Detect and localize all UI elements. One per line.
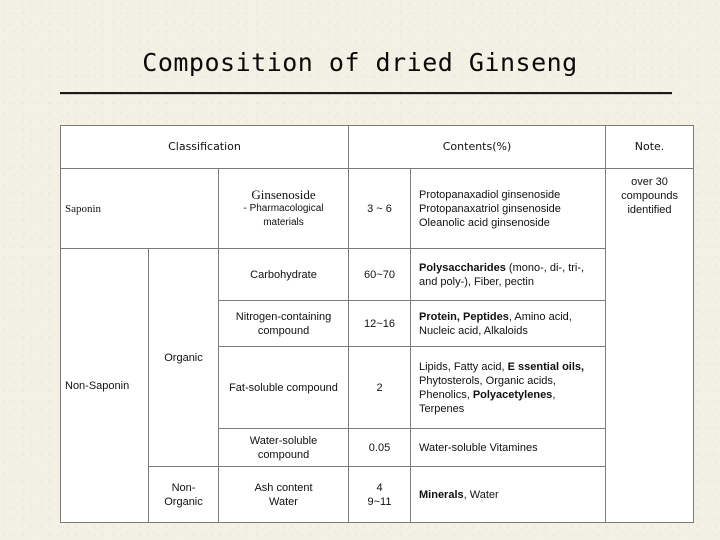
percent-nitrogen: 12~16 <box>349 301 411 347</box>
contents-fat-soluble <box>411 347 606 429</box>
note-cell: over 30 compounds identified <box>606 169 694 523</box>
slide-title: Composition of dried Ginseng <box>142 48 578 77</box>
non-saponin-label: Non-Saponin <box>61 249 149 523</box>
header-note: Note. <box>606 126 694 169</box>
title-underline <box>60 92 672 94</box>
type-carbohydrate: Carbohydrate <box>219 249 349 301</box>
contents-nitrogen <box>411 301 606 347</box>
contents-bold: Polysaccharides <box>419 261 506 274</box>
percent-carbohydrate: 60~70 <box>349 249 411 301</box>
list-item: Oleanolic acid ginsenoside <box>419 216 550 229</box>
percent-water: 9~11 <box>367 495 392 508</box>
contents-bold: Minerals <box>419 488 464 501</box>
contents-text: , Water <box>463 488 499 501</box>
percent-water-soluble: 0.05 <box>349 429 411 467</box>
list-item: Protopanaxatriol ginsenoside <box>419 202 561 215</box>
saponin-label: Saponin <box>61 169 219 249</box>
contents-text: Phytosterols, Organic acids, Phenolics, <box>419 374 556 401</box>
contents-text: , Amino acid, Nucleic acid, Alkaloids <box>419 310 572 337</box>
header-contents: Contents(%) <box>349 126 606 169</box>
type-fat-soluble: Fat-soluble compound <box>219 347 349 429</box>
table-row <box>61 467 694 523</box>
contents-bold: Protein, Peptides <box>419 310 509 323</box>
saponin-type-sub: - Pharmacological materials <box>243 202 324 228</box>
contents-carbohydrate <box>411 249 606 301</box>
table-row <box>61 169 694 249</box>
saponin-type <box>219 169 349 249</box>
header-classification: Classification <box>61 126 349 169</box>
organic-label: Organic <box>149 249 219 467</box>
contents-text: Lipids, Fatty acid, <box>419 360 508 373</box>
percent-ash: 4 <box>376 481 383 494</box>
list-item: Protopanaxadiol ginsenoside <box>419 188 561 201</box>
type-nitrogen: Nitrogen-containing compound <box>219 301 349 347</box>
contents-inorganic <box>411 467 606 523</box>
saponin-type-title: Ginsenoside <box>251 186 316 202</box>
contents-bold: E ssential oils, <box>507 360 585 373</box>
contents-text: (mono-, di-, tri-, and poly-), Fiber, pectin <box>419 261 585 288</box>
type-water: Water <box>269 495 298 508</box>
non-organic-label: Non-Organic <box>149 467 219 523</box>
percent-inorganic <box>349 467 411 523</box>
saponin-percent: 3 ~ 6 <box>349 169 411 249</box>
saponin-contents <box>411 169 606 249</box>
percent-fat-soluble: 2 <box>349 347 411 429</box>
contents-text: , Terpenes <box>419 388 556 415</box>
composition-table <box>60 125 694 523</box>
type-inorganic <box>219 467 349 523</box>
type-water-soluble: Water-soluble compound <box>219 429 349 467</box>
table-header-row <box>61 126 694 169</box>
contents-bold: Polyacetylenes <box>472 388 553 401</box>
contents-water-soluble: Water-soluble Vitamines <box>411 429 606 467</box>
type-ash: Ash content <box>254 481 313 494</box>
table-row <box>61 249 694 301</box>
